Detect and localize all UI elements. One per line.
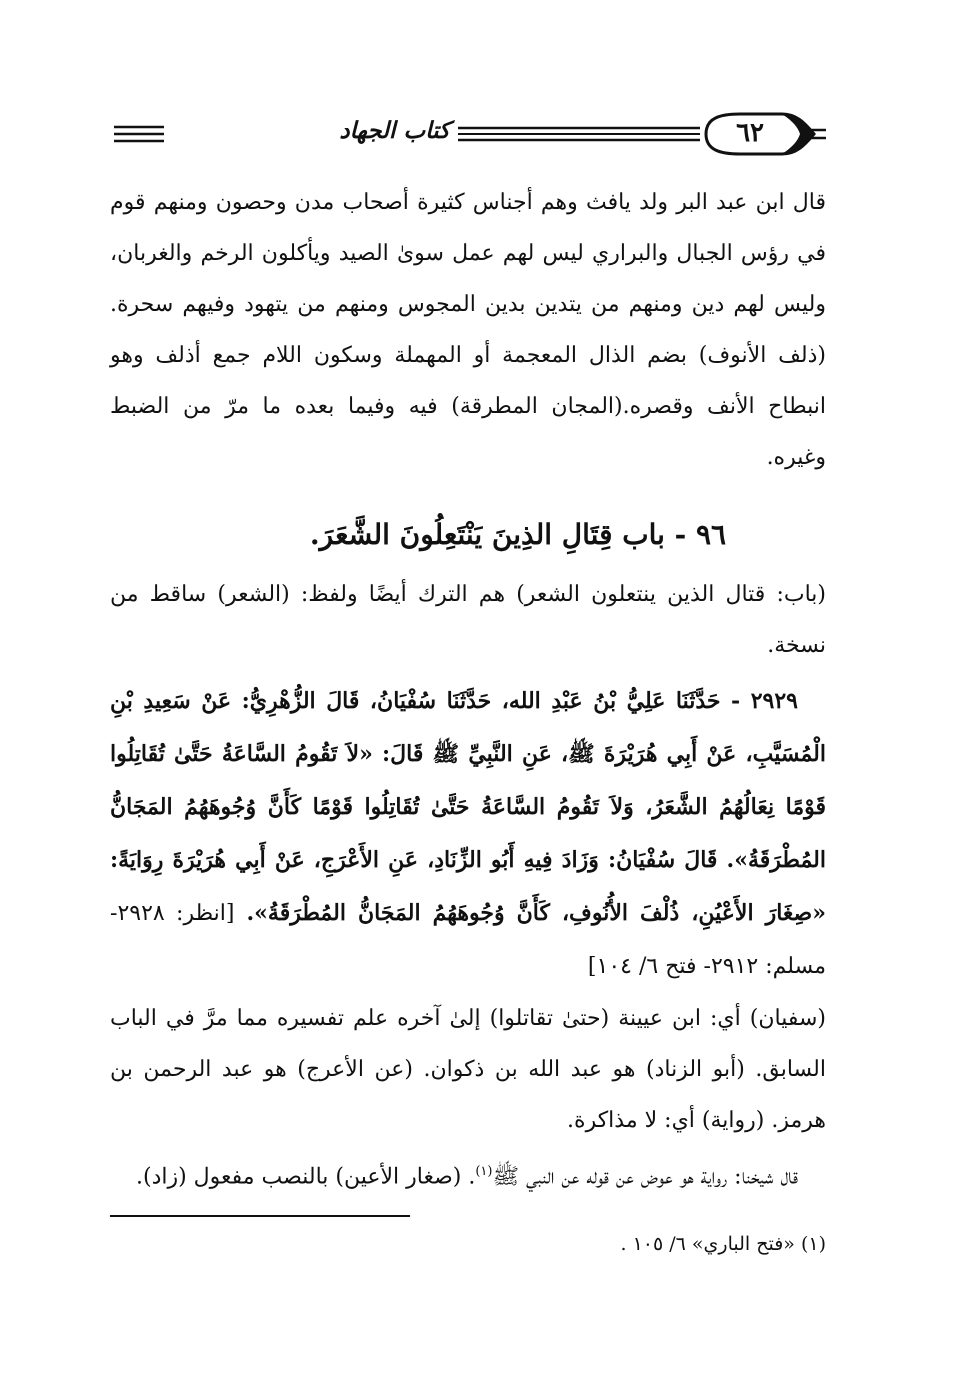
running-head-title: كتاب الجهاد xyxy=(331,108,458,158)
page-content xyxy=(110,177,826,1202)
commentary-2-end: . (صغار الأعين) بالنصب مفعول (زاد). xyxy=(136,1164,476,1190)
commentary-paragraph-2 xyxy=(110,1146,826,1202)
commentary-2-start: قال شيخنا: رواية هو عوض عن قوله عن النبي ﷺ xyxy=(492,1164,798,1190)
hadith-reference: [انظر: ٢٩٢٨- مسلم: ٢٩١٢- فتح ٦/ ١٠٤] xyxy=(110,901,826,979)
intro-paragraph: قال ابن عبد البر ولد يافث وهم أجناس كثيرة أصحاب مدن وحصون ومنهم قوم في رؤس الجبال والبراري ليس لهم عمل سوىٰ الصيد ويأكلون الرخم والغربان، وليس لهم دين ومنهم من يتدين بدين المجوس ومنهم من يتهود وفيهم سحرة. (ذلف الأنوف) بضم الذال المعجمة أو المهملة وسكون اللام جمع أذلف وهو انبطاح الأنف وقصره.(المجان المطرقة) فيه وفيما بعده ما مرّ من الضبط وغيره. xyxy=(110,190,826,470)
page-number: ٦٢ xyxy=(736,118,764,148)
commentary-paragraph-1: (سفيان) أي: ابن عيينة (حتىٰ تقاتلوا) إلىٰ آخره علم تفسيره مما مرَّ في الباب السابق. (أبو الزناد) هو عبد الله بن ذكوان. (عن الأعرج) هو عبد الرحمن بن هرمز. (رواية) أي: لا مذاكرة. xyxy=(110,1006,827,1133)
chapter-heading: ٩٦ - باب قِتَالِ الذِينَ يَنْتَعِلُونَ الشَّعَرَ. xyxy=(309,518,727,551)
footnote-divider xyxy=(110,1215,410,1217)
hadith-body: ٢٩٢٩ - حَدَّثَنَا عَلِيُّ بْنُ عَبْدِ الله، حَدَّثَنَا سُفْيَانُ، قَالَ الزُّهْرِيُّ: عَنْ سَعِيدِ بْنِ الْمُسَيَّبِ، عَنْ أَبِي هُرَيْرَةَ ﷺ، عَنِ النَّبِيِّ ﷺ قَالَ: «لاَ تَقُومُ السَّاعَةُ حَتَّىٰ تُقَاتِلُوا قَوْمًا نِعَالُهُمُ الشَّعَرُ، وَلاَ تَقُومُ السَّاعَةُ حَتَّىٰ تُقَاتِلُوا قَوْمًا كَأَنَّ وُجُوهَهُمُ المَجَانُّ المُطْرَقَةُ». قَالَ سُفْيَانُ: وَزَادَ فِيهِ أَبُو الزِّنَادِ، عَنِ الأَعْرَجِ، عَنْ أَبِي هُرَيْرَةَ رِوَايَةً: «صِغَارَ الأَعْيُنِ، ذُلْفَ الأُنُوفِ، كَأَنَّ وُجُوهَهُمُ المَجَانُّ المُطْرَقَةُ». xyxy=(110,688,826,926)
chapter-note: (باب: قتال الذين ينتعلون الشعر) هم الترك أيضًا ولفظ: (الشعر) ساقط من نسخة. xyxy=(110,582,826,658)
footnote: (١) «فتح الباري» ٦/ ١٠٥ . xyxy=(620,1233,826,1255)
footnote-marker: (١) xyxy=(475,1164,493,1179)
page-header xyxy=(110,108,826,158)
hadith-text xyxy=(110,675,826,993)
